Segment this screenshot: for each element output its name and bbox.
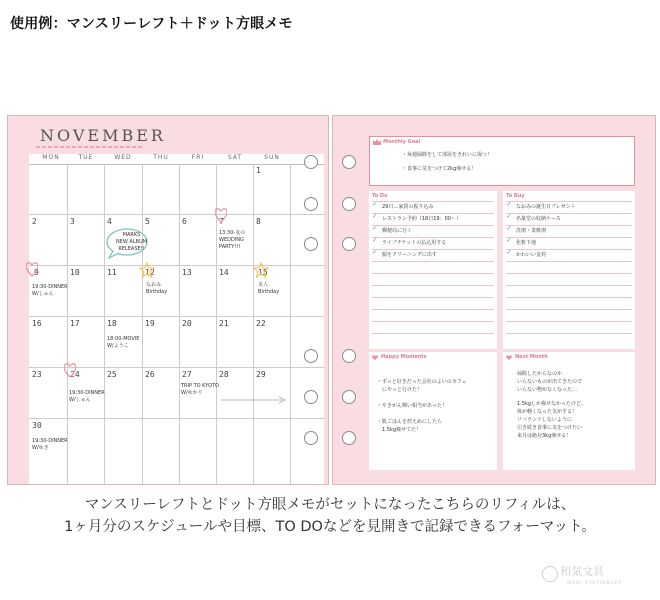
weekday-wed: WED (114, 154, 132, 161)
binder-hole (342, 155, 356, 169)
next-month-line: 1.5kgしか痩せなかったけど、 (517, 401, 587, 407)
tobuy-item[interactable]: 名菓堂の収納ケース (516, 216, 561, 222)
goal-line: ・毎週掃除をして部屋をきれいに保つ！ (402, 152, 493, 158)
column-line (290, 164, 291, 484)
brand-logo-text: 和気文具 (560, 565, 604, 578)
caption-line-2: 1ヶ月分のスケジュールや目標、TO DOなどを見開きで記録できるフォーマット。 (64, 519, 596, 535)
todo-item[interactable]: 服をクリーニングに出す (382, 252, 437, 258)
week-line (29, 316, 324, 317)
column-line (142, 164, 143, 484)
day-21[interactable]: 21 (219, 319, 229, 328)
day-19[interactable]: 19 (145, 319, 155, 328)
tobuy-box (503, 191, 635, 349)
day-4[interactable]: 4 (107, 217, 112, 226)
rule-line (506, 213, 632, 214)
rule-line (372, 237, 494, 238)
binder-hole (304, 431, 318, 445)
planner-spread (7, 115, 656, 485)
check-icon: ✓ (372, 248, 378, 256)
binder-hole (342, 431, 356, 445)
todo-item[interactable]: 郵便局に行く (382, 228, 413, 234)
next-month-line: 来月は絶対3kg痩せる！ (517, 433, 572, 439)
heart-icon (506, 355, 512, 360)
todo-title: To Do (372, 193, 388, 199)
next-month-line: 引き続き食事に気をつけたい (517, 425, 583, 431)
check-icon: ✓ (372, 224, 378, 232)
day-15[interactable]: 15 (258, 268, 268, 277)
column-line (253, 164, 254, 484)
day-11[interactable]: 11 (107, 268, 117, 277)
rule-line (372, 333, 494, 334)
rule-line (506, 237, 632, 238)
caption-line-1: マンスリーレフトとドット方眼メモがセットになったこちらのリフィルは、 (84, 497, 576, 513)
todo-item[interactable]: レストラン予約（18日19：00〜） (382, 216, 461, 222)
next-month-line: いらない物がなくなった… (517, 387, 578, 393)
rule-line (506, 225, 632, 226)
goal-line: ・食事に気をつけて2kg痩せる！ (402, 166, 477, 172)
day-25[interactable]: 25 (107, 370, 117, 379)
note-nov18: 18:00-MOVIE W/ようこ (107, 336, 140, 349)
day-13[interactable]: 13 (182, 268, 192, 277)
rule-line (372, 321, 494, 322)
rule-line (506, 249, 632, 250)
tobuy-item[interactable]: なおみの誕生日プレゼント (516, 204, 576, 210)
check-icon: ✓ (372, 236, 378, 244)
rule-line (506, 309, 632, 310)
next-month-box (503, 352, 635, 470)
star-icon (253, 262, 269, 278)
note-nov15: 美人 Birthday (258, 282, 280, 295)
monthly-goal-box (369, 136, 635, 186)
day-2[interactable]: 2 (32, 217, 37, 226)
day-16[interactable]: 16 (32, 319, 42, 328)
rule-line (506, 297, 632, 298)
next-month-title: Next Month (515, 354, 548, 360)
next-month-line: リバウンドしないように (517, 417, 572, 423)
note-nov27: TRIP TO KYOTO W/ゆかり (181, 383, 219, 396)
page-heading: 使用例：マンスリーレフト＋ドット方眼メモ (10, 16, 293, 32)
brand-logo-subtext: WAKI STATIONERY (567, 581, 623, 586)
column-line (67, 164, 68, 484)
weekday-fri: FRI (191, 154, 205, 161)
tobuy-item[interactable]: 洗剤・柔軟剤 (516, 228, 547, 234)
rule-line (506, 201, 632, 202)
binder-hole (342, 237, 356, 251)
day-26[interactable]: 26 (145, 370, 155, 379)
weekday-thu: THU (153, 154, 169, 161)
day-7[interactable]: 7 (219, 217, 224, 226)
day-10[interactable]: 10 (70, 268, 80, 277)
day-8[interactable]: 8 (256, 217, 261, 226)
rule-line (372, 273, 494, 274)
rule-line (506, 321, 632, 322)
check-icon: ✓ (372, 212, 378, 220)
week-line (29, 214, 324, 215)
binder-hole (304, 237, 318, 251)
day-12[interactable]: 12 (145, 268, 155, 277)
day-24[interactable]: 24 (70, 370, 80, 379)
day-29[interactable]: 29 (256, 370, 266, 379)
check-icon: ✓ (506, 248, 512, 256)
column-line (104, 164, 105, 484)
check-icon: ✓ (506, 200, 512, 208)
day-30[interactable]: 30 (32, 421, 42, 430)
day-28[interactable]: 28 (219, 370, 229, 379)
day-27[interactable]: 27 (182, 370, 192, 379)
calendar-grid (29, 154, 324, 484)
next-month-line: 掃除したからなのか (517, 371, 563, 377)
star-icon (139, 262, 155, 278)
heart-icon (26, 262, 38, 277)
weekday-divider (29, 164, 324, 165)
rule-line (506, 285, 632, 286)
binder-hole (342, 390, 356, 404)
week-line (29, 418, 324, 419)
rule-line (372, 201, 494, 202)
next-month-line: 体が軽くなった気がする！ (517, 409, 578, 415)
day-5[interactable]: 5 (145, 217, 150, 226)
month-title-underline (36, 146, 142, 148)
arrow-icon (219, 396, 289, 404)
todo-item[interactable]: ライブチケットの払込用する (382, 240, 447, 246)
heart-icon (215, 208, 227, 223)
note-nov12: なおみ Birthday (146, 282, 168, 295)
day-18[interactable]: 18 (107, 319, 117, 328)
rule-line (372, 261, 494, 262)
weekday-tue: TUE (78, 154, 94, 161)
rule-line (506, 273, 632, 274)
rule-line (372, 309, 494, 310)
happy-line: ・やきがん輝い相当があった！ (377, 403, 447, 409)
column-line (179, 164, 180, 484)
brand-logo-icon (542, 566, 558, 582)
binder-hole (342, 349, 356, 363)
month-title: NOVEMBER (40, 126, 166, 145)
happy-moments-box (369, 352, 497, 470)
rule-line (372, 213, 494, 214)
day-20[interactable]: 20 (182, 319, 192, 328)
tobuy-item[interactable]: 化粧下地 (516, 240, 537, 246)
day-22[interactable]: 22 (256, 319, 266, 328)
binder-hole (342, 197, 356, 211)
monthly-goal-title: Monthly Goal (383, 139, 421, 145)
rule-line (372, 225, 494, 226)
day-9[interactable]: 9 (34, 268, 39, 277)
day-1[interactable]: 1 (256, 166, 261, 175)
happy-line: にやっと行けた！ (377, 387, 423, 393)
rule-line (372, 297, 494, 298)
rule-line (372, 285, 494, 286)
todo-item[interactable]: 29日…家賃の振り込み (382, 204, 434, 210)
day-3[interactable]: 3 (70, 217, 75, 226)
monthly-left-page (7, 115, 329, 485)
check-icon: ✓ (506, 212, 512, 220)
heart-icon (372, 355, 378, 360)
rule-line (506, 261, 632, 262)
binder-hole (304, 197, 318, 211)
rule-line (506, 333, 632, 334)
happy-moments-title: Happy Moments (381, 354, 427, 360)
happy-line: ・ずっと好きだった会社のよいのカフェ (377, 379, 467, 385)
day-23[interactable]: 23 (32, 370, 42, 379)
day-14[interactable]: 14 (219, 268, 229, 277)
heart-icon (64, 363, 76, 378)
note-wedding: 13:30-友の WEDDING PARTY!!! (219, 230, 246, 250)
weekday-sat: SAT (227, 154, 243, 161)
day-17[interactable]: 17 (70, 319, 80, 328)
weekday-sun: SUN (264, 154, 280, 161)
binder-hole (304, 390, 318, 404)
memo-right-page (332, 115, 656, 485)
rule-line (372, 249, 494, 250)
binder-hole (304, 349, 318, 363)
crown-icon (373, 139, 381, 145)
tobuy-item[interactable]: かわいい金封 (516, 252, 547, 258)
next-month-line: いらないものが出てきたので (517, 379, 583, 385)
week-line (29, 265, 324, 266)
note-nov30: 19:30-DINNER W/ゆき (32, 438, 68, 451)
check-icon: ✓ (372, 200, 378, 208)
happy-line: ・肌ごはんを控えめにしたら (377, 419, 443, 425)
check-icon: ✓ (506, 224, 512, 232)
happy-line: 1.5kg痩せてた！ (377, 427, 422, 433)
todo-box (369, 191, 497, 349)
tobuy-title: To Buy (506, 193, 525, 199)
binder-hole (304, 155, 318, 169)
weekday-mon: MON (42, 154, 60, 161)
check-icon: ✓ (506, 236, 512, 244)
note-album-release: MARKS NEW ALBUM RELEASE!! (116, 232, 148, 252)
day-6[interactable]: 6 (182, 217, 187, 226)
note-nov24: 19:30-DINNER W/しゅん (69, 390, 105, 403)
note-nov9: 19:30-DINNER W/しゅん (32, 284, 68, 297)
